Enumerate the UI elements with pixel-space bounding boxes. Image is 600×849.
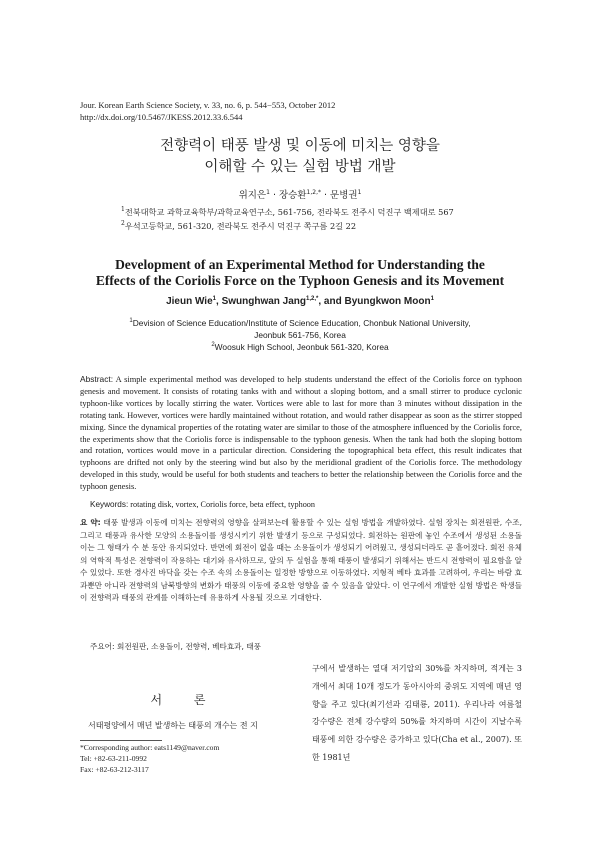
english-affiliation-1-line2: Jeonbuk 561-756, Korea [254, 330, 346, 340]
korean-authors [0, 187, 600, 201]
korean-author-1: 위지은 [238, 190, 267, 201]
corresponding-tel: Tel: +82-63-211-0992 [80, 754, 147, 763]
english-keywords [90, 500, 315, 509]
english-affiliation-2 [0, 341, 600, 353]
korean-author-sep-2: · [320, 190, 331, 201]
english-author-3-sup: 1 [430, 296, 434, 302]
korean-author-3: 문병권 [330, 190, 358, 201]
keywords-text: rotating disk, vortex, Coriolis force, beta effect, typhoon [128, 500, 315, 509]
section-heading: 서 론 [150, 693, 220, 707]
korean-affiliation-2-text: 우석고등학교, 561-320, 전라북도 전주시 덕진구 쪽구름 2길 22 [124, 221, 357, 231]
journal-doi[interactable]: http://dx.doi.org/10.5467/JKESS.2012.33.6.544 [80, 112, 243, 122]
english-author-2: Swunghwan Jang [221, 296, 307, 307]
korean-affiliation-1-sup: 1 [121, 206, 125, 213]
korean-affiliations [121, 205, 454, 233]
english-title-line1: Development of an Experimental Method for Understanding the [115, 257, 485, 272]
korean-affiliation-2 [121, 219, 454, 233]
english-affiliation-1-line1 [0, 317, 600, 329]
english-affiliation-1-text: Devision of Science Education/Institute of Science Education, Chonbuk National University, [132, 318, 471, 328]
english-author-sep-1: , [216, 296, 222, 307]
english-author-1: Jieun Wie [166, 296, 213, 307]
korean-keywords-label: 주요어: [90, 642, 115, 651]
korean-author-2-star: * [317, 189, 321, 196]
journal-header [80, 99, 335, 123]
english-affiliation-2-sup: 2 [211, 342, 215, 348]
korean-author-sep-1: · [269, 190, 279, 201]
korean-author-3-sup: 1 [357, 189, 362, 196]
korean-author-1-sup: 1 [266, 189, 270, 196]
english-author-3: Byungkwon Moon [344, 296, 431, 307]
left-column-text: 서태평양에서 매년 발생하는 태풍의 개수는 전 지 [88, 721, 258, 730]
korean-title-line1: 전향력이 태풍 발생 및 이동에 미치는 영향을 [160, 138, 440, 154]
korean-author-2-sup-nums: 1,2, [306, 189, 318, 196]
korean-author-2-sup [307, 189, 321, 196]
korean-affiliation-1-text: 전북대학교 과학교육학부/과학교육연구소, 561-756, 전라북도 전주시 덕진구 백제대로 567 [124, 207, 454, 217]
korean-keywords [90, 641, 261, 652]
abstract-label: Abstract: [80, 374, 114, 384]
korean-title-line2: 이해할 수 있는 실험 방법 개발 [204, 159, 396, 175]
corresponding-email: *Corresponding author: eats1149@naver.com [80, 743, 220, 752]
english-author-1-sup: 1 [212, 296, 216, 302]
abstract-text: A simple experimental method was developed to help students understand the effect of the Coriolis force on typhoon genesis and movement. It consists of rotating tanks with and without a sloping bottom, and a small stirrer to produce cyclonic typhoon-like vortices by locally stirring the water. Vortices were able to last for more than 3 minutes without dissipation in the rotating tank. However, vortices were hardly maintained without rotation, and would rather disappear as soon as the stirrer stopped mixing. Since the dynamical properties of the rotating water are similar to those of the atmosphere influenced by the Coriolis force, the experiments show that the Coriolis force is indispensable to the typhoon genesis. When the tank had both the sloping bottom and rotation, vortices would move in a particular direction. Considering the topographical beta effect, this result indicates that typhoons are drifted not only by the steering wind but also by the meridional gradient of the Coriolis force. The methodology developed in this study, would be useful for both students and teachers to better the relationship between the Coriolis force and the typhoon genesis. [80, 375, 522, 492]
footnote-divider [80, 740, 162, 741]
english-title-line2: Effects of the Coriolis Force on the Typhoon Genesis and its Movement [95, 273, 505, 288]
english-affiliations [0, 317, 600, 353]
english-author-sep-2: , and [318, 296, 345, 307]
english-authors [0, 296, 600, 307]
english-author-2-sup: 1,2,* [306, 296, 319, 302]
korean-affiliation-1 [121, 205, 454, 219]
korean-author-2: 장승환 [279, 190, 307, 201]
english-abstract [80, 374, 522, 493]
english-affiliation-1-sup: 1 [129, 318, 133, 324]
korean-keywords-text: 회전원판, 소용돌이, 전향력, 베타효과, 태풍 [114, 642, 262, 651]
corresponding-author-note [80, 742, 219, 775]
korean-abstract [80, 517, 522, 605]
korean-abstract-text: 태풍 발생과 이동에 미치는 전향력의 영향을 살펴보는데 활용할 수 있는 실험 방법을 개발하였다. 실험 장치는 회전원판, 수조, 그리고 태풍과 유사한 모양의 소용돌이를 생성시키기 위한 발생기 등으로 구성되었다. 회전하는 원판에 놓인 수조에서 생성된 소용돌이는 그 형태가 수 분 동안 유지되었다. 반면에 회전이 없을 때는 소용돌이가 생성되기 어려웠고, 생성되더라도 곧 흩어졌다. 회전 유체의 역학적 특성은 전향력이 작용하는 대기와 유사하므로, 앞의 두 실험을 통해 태풍이 발생되기 위해서는 반드시 전향력이 필요함을 알 수 있었다. 또한 경사진 바닥을 갖는 수조 속의 소용돌이는 일정한 방향으로 이동하였다. 지형적 베타 효과를 고려하여, 우리는 바람 효과뿐만 아니라 전향력의 남북방향의 변화가 태풍의 이동에 중요한 영향을 줄 수 있음을 알았다. 이 연구에서 개발한 실험 방법은 학생들이 전향력과 태풍의 관계를 이해하는데 유용하게 사용될 것으로 기대한다. [80, 518, 522, 602]
corresponding-fax: Fax: +82-63-212-3117 [80, 765, 149, 774]
korean-title [0, 136, 600, 178]
english-affiliation-2-text: Woosuk High School, Jeonbuk 561-320, Korea [214, 342, 389, 352]
english-title [0, 257, 600, 289]
korean-affiliation-2-sup: 2 [121, 220, 125, 227]
keywords-label: Keywords: [90, 500, 129, 509]
right-column-text: 구에서 발생하는 열대 저기압의 30%를 차지하며, 적게는 3개에서 최대 10개 정도가 동아시아의 중위도 지역에 매년 영향을 주고 있다(최기선과 김태룡, 2011). 우리나라 여름철 강수량은 전체 강수량의 50%를 차지하며 시간이 지날수록 태풍에 의한 강수량은 증가하고 있다(Cha et al., 2007). 또한 1981년 [312, 664, 522, 762]
korean-abstract-label: 요 약: [80, 518, 101, 527]
journal-citation: Jour. Korean Earth Science Society, v. 33, no. 6, p. 544−553, October 2012 [80, 100, 336, 110]
